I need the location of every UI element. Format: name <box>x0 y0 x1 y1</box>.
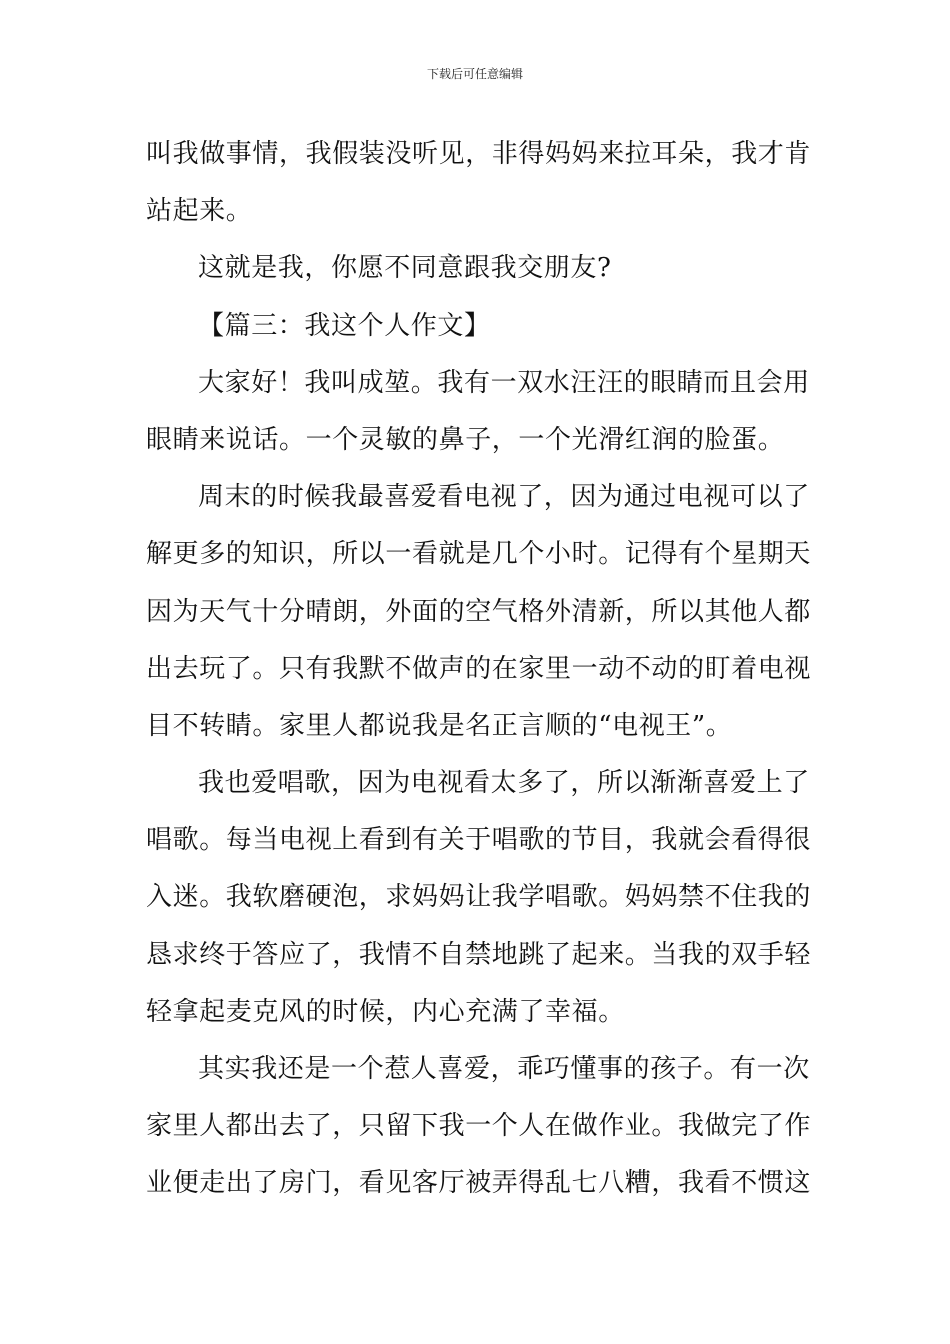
text-line: 叫我做事情，我假装没听见，非得妈妈来拉耳朵，我才肯 <box>146 139 812 169</box>
text-line: 我也爱唱歌，因为电视看太多了，所以渐渐喜爱上了 <box>198 768 810 799</box>
document-body <box>146 126 812 1213</box>
page-header: 下载后可任意编辑 <box>426 67 523 81</box>
text-line: 唱歌。每当电视上看到有关于唱歌的节目，我就会看得很 <box>146 825 812 856</box>
text-line: 大家好！我叫成堃。我有一双水汪汪的眼睛而且会用 <box>198 367 810 398</box>
text-line: 业便走出了房门，看见客厅被弄得乱七八糟，我看不惯这 <box>146 1168 812 1199</box>
text-line: 家里人都出去了，只留下我一个人在做作业。我做完了作 <box>146 1111 812 1142</box>
text-line: 其实我还是一个惹人喜爱，乖巧懂事的孩子。有一次 <box>198 1054 810 1084</box>
text-line: 入迷。我软磨硬泡，求妈妈让我学唱歌。妈妈禁不住我的 <box>146 882 812 913</box>
text-line: 站起来。 <box>146 196 253 227</box>
text-line: 周末的时候我最喜爱看电视了，因为通过电视可以了 <box>198 482 810 513</box>
section-heading: 【篇三：我这个人作文】 <box>198 310 491 341</box>
text-line: 轻拿起麦克风的时候，内心充满了幸福。 <box>146 996 625 1027</box>
text-line: 恳求终于答应了，我情不自禁地跳了起来。当我的双手轻 <box>146 939 812 970</box>
text-line: 解更多的知识，所以一看就是几个小时。记得有个星期天 <box>146 539 812 570</box>
text-line: 因为天气十分晴朗，外面的空气格外清新，所以其他人都 <box>146 596 812 627</box>
text-line: 目不转睛。家里人都说我是名正言顺的“电视王”。 <box>146 710 733 741</box>
text-line: 这就是我，你愿不同意跟我交朋友? <box>198 253 612 284</box>
text-line: 出去玩了。只有我默不做声的在家里一动不动的盯着电视 <box>146 653 812 684</box>
text-line: 眼睛来说话。一个灵敏的鼻子，一个光滑红润的脸蛋。 <box>146 424 785 455</box>
